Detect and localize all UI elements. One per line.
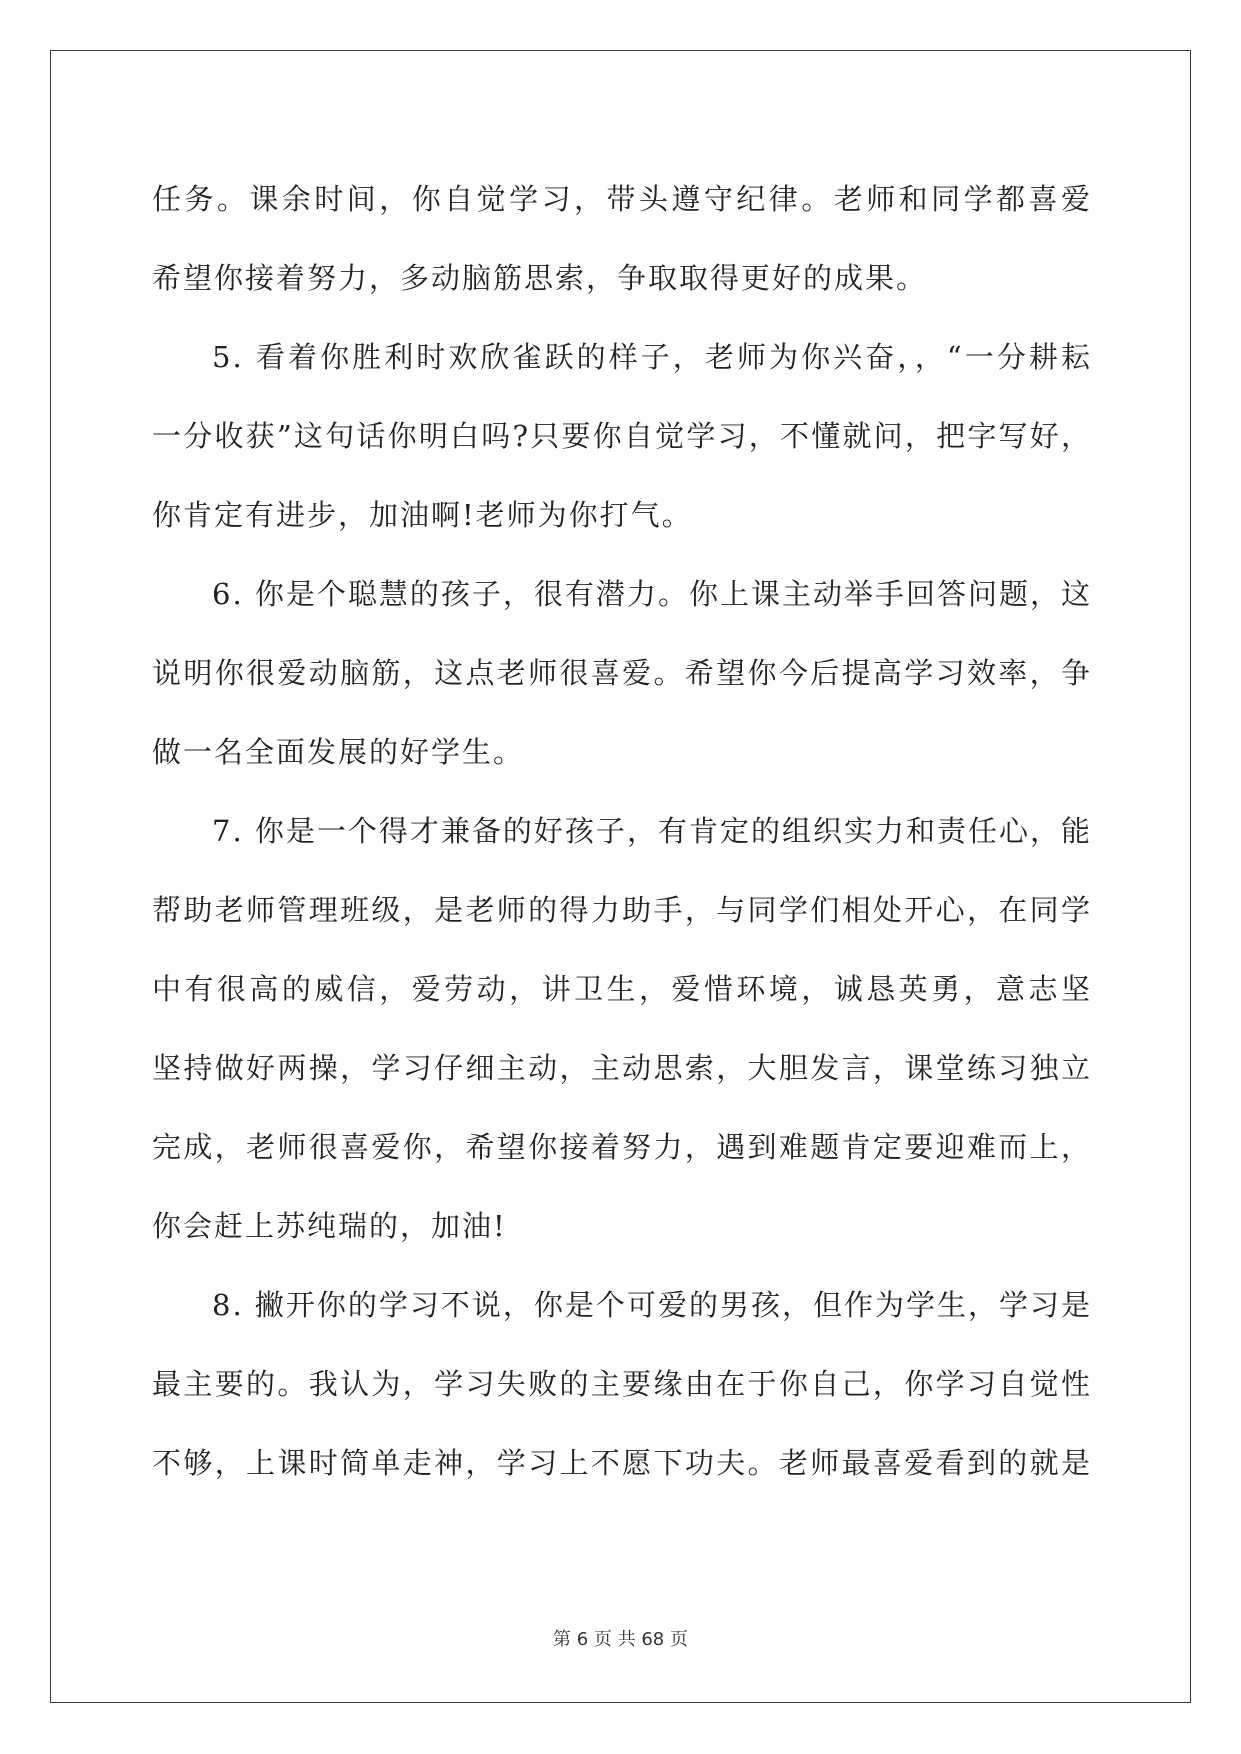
text-line: 完成，老师很喜爱你，希望你接着努力，遇到难题肯定要迎难而上， xyxy=(152,1130,1092,1164)
text-line: 一分收获”这句话你明白吗?只要你自觉学习，不懂就问，把字写好， xyxy=(152,419,1092,453)
text-line: 希望你接着努力，多动脑筋思索，争取取得更好的成果。 xyxy=(152,261,928,295)
paragraph-8-start: 8. 撇开你的学习不说，你是个可爱的男孩，但作为学生，学习是 xyxy=(212,1288,1092,1322)
text-line: 坚持做好两操，学习仔细主动，主动思索，大胆发言，课堂练习独立 xyxy=(152,1051,1092,1085)
paragraph-7-start: 7. 你是一个得才兼备的好孩子，有肯定的组织实力和责任心，能 xyxy=(212,814,1092,848)
text-line: 任务。课余时间，你自觉学习，带头遵守纪律。老师和同学都喜爱 xyxy=(152,182,1092,216)
text-line: 做一名全面发展的好学生。 xyxy=(152,735,525,769)
text-line: 你肯定有进步，加油啊!老师为你打气。 xyxy=(152,498,693,532)
page-number-footer: 第 6 页 共 68 页 xyxy=(553,1629,688,1650)
text-line: 最主要的。我认为，学习失败的主要缘由在于你自己，你学习自觉性 xyxy=(152,1367,1092,1401)
text-line: 中有很高的威信，爱劳动，讲卫生，爱惜环境，诚恳英勇，意志坚 xyxy=(152,972,1092,1006)
document-body xyxy=(152,160,1092,1503)
text-line: 帮助老师管理班级，是老师的得力助手，与同学们相处开心，在同学 xyxy=(152,893,1092,927)
text-line: 你会赶上苏纯瑞的，加油! xyxy=(152,1209,507,1243)
paragraph-5-start: 5. 看着你胜利时欢欣雀跃的样子，老师为你兴奋，，“一分耕耘 xyxy=(212,340,1092,374)
text-line: 不够，上课时简单走神，学习上不愿下功夫。老师最喜爱看到的就是 xyxy=(152,1446,1092,1480)
text-line: 说明你很爱动脑筋，这点老师很喜爱。希望你今后提高学习效率，争 xyxy=(152,656,1092,690)
paragraph-6-start: 6. 你是个聪慧的孩子，很有潜力。你上课主动举手回答问题，这 xyxy=(212,577,1092,611)
